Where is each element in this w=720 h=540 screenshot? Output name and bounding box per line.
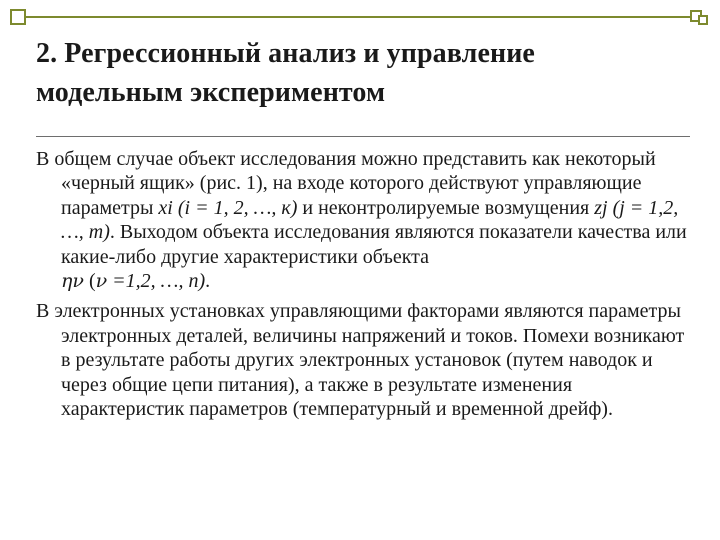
slide-title bbox=[36, 34, 535, 112]
variable-x: xi bbox=[158, 196, 173, 219]
paragraph-text: и неконтролируемые возмущения bbox=[297, 196, 595, 219]
paragraph-electronics bbox=[36, 299, 696, 421]
paragraph-text: В электронных установках управляющими факторами являются параметры электронных деталей, величины напряжений и токов. Помехи возникают в результате работы других электронных установок (путем наводок и через общие цепи питания), а также в результате изменения характеристик параметров (температурный и временной дрейф). bbox=[36, 300, 685, 421]
variable-z: zj bbox=[594, 196, 608, 219]
variable-nu: ν bbox=[95, 270, 108, 293]
square-bullet-icon bbox=[10, 9, 26, 25]
paragraph-text: ( bbox=[83, 270, 96, 293]
nu-index-range: =1,2, …, n) bbox=[107, 270, 206, 293]
title-divider bbox=[36, 136, 690, 137]
z-index-range: (j = 1,2, …, m) bbox=[61, 196, 679, 244]
slide-body bbox=[36, 147, 696, 427]
x-index-range: (i = 1, 2, …, к) bbox=[172, 196, 298, 219]
square-bullet-icon bbox=[698, 15, 708, 25]
paragraph-black-box bbox=[36, 147, 696, 293]
paragraph-text: . Выходом объекта исследования являются показатели качества или какие-либо другие характеристики объекта bbox=[61, 221, 687, 268]
paragraph-text: В общем случае объект исследования можно представить как некоторый «черный ящик» (рис. 1), на входе которого действуют управляющие параметры bbox=[36, 148, 656, 219]
variable-eta-nu: ην bbox=[61, 270, 84, 293]
paragraph-text: . bbox=[205, 270, 211, 293]
slide-title-line1: 2. Регрессионный анализ и управление bbox=[36, 38, 535, 69]
top-decoration-line bbox=[14, 16, 698, 18]
slide-title-line2: модельным экспериментом bbox=[36, 77, 386, 108]
